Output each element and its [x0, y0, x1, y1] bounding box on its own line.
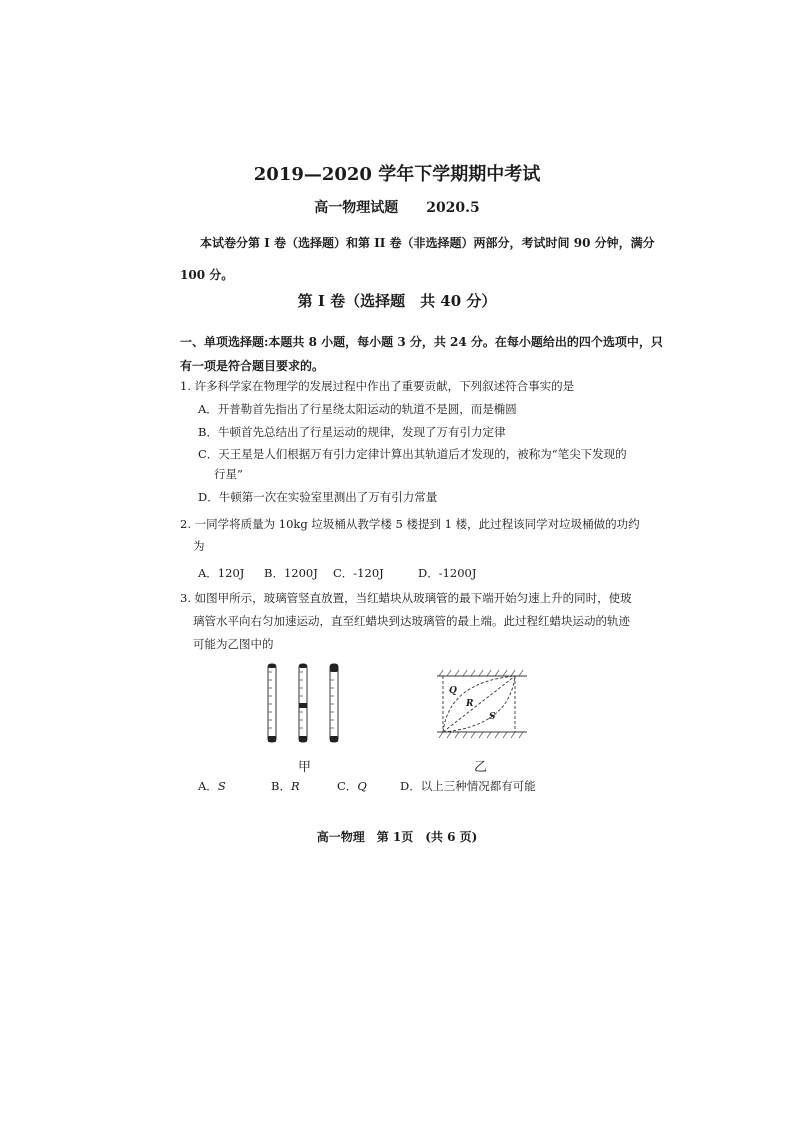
trajectory-q-label: Q: [449, 686, 457, 696]
exam-date: 2020.5: [426, 200, 480, 216]
question-1-option-d: D．牛顿第一次在实验室里测出了万有引力常量: [198, 490, 438, 504]
page-footer: 高一物理 第 1页 (共 6 页): [316, 830, 478, 844]
figure-yi-trajectories: [435, 668, 531, 742]
exam-title: 2019—2020 学年下学期期中考试: [253, 164, 541, 185]
question-2-stem: 2. 一同学将质量为 10kg 垃圾桶从教学楼 5 楼提到 1 楼，此过程该同学对垃圾桶做的功约: [180, 517, 640, 531]
question-1-option-c: C．天王星是人们根据万有引力定律计算出其轨道后才发现的，被称为“笔尖下发现的: [198, 447, 627, 461]
question-1-option-a: A．开普勒首先指出了行星绕太阳运动的轨道不是圆，而是椭圆: [198, 402, 517, 416]
question-3-option-a: A．S: [198, 779, 226, 793]
exam-subtitle: [0, 197, 794, 217]
part1-heading: 第 I 卷（选择题 共 40 分）: [297, 292, 497, 310]
question-2-option-a: A．120J: [198, 566, 245, 580]
trajectory-s-label: S: [489, 712, 496, 722]
trajectory-r-label: R: [466, 699, 474, 709]
question-1-option-b: B．牛顿首先总结出了行星运动的规律，发现了万有引力定律: [198, 425, 506, 439]
question-3-option-d: D．以上三种情况都有可能: [400, 779, 536, 793]
figure-jia-label: 甲: [298, 760, 312, 775]
subject-title: 高一物理试题: [314, 200, 399, 216]
question-2-stem-cont: 为: [193, 539, 205, 553]
question-3-stem: 3. 如图甲所示，玻璃管竖直放置，当红蜡块从玻璃管的最下端开始匀速上升的同时，使玻: [180, 591, 632, 605]
intro-line-2: 100 分。: [180, 268, 234, 282]
question-3-stem-cont-1: 璃管水平向右匀加速运动，直至红蜡块到达玻璃管的最上端。此过程红蜡块运动的轨迹: [193, 614, 630, 628]
question-3-option-c: C．Q: [337, 779, 367, 793]
question-2-option-d: D．-1200J: [418, 566, 477, 580]
section-instruction-line-1: 一、单项选择题:本题共 8 小题，每小题 3 分，共 24 分。在每小题给出的四个选项中，只: [180, 335, 663, 349]
question-3-option-b: B．R: [271, 779, 300, 793]
section-instruction-line-2: 有一项是符合题目要求的。: [180, 359, 325, 373]
question-3-stem-cont-2: 可能为乙图中的: [193, 637, 274, 651]
question-1-option-c-cont: 行星”: [214, 467, 243, 481]
question-2-option-b: B．1200J: [264, 566, 318, 580]
question-1-stem: 1. 许多科学家在物理学的发展过程中作出了重要贡献，下列叙述符合事实的是: [180, 379, 575, 393]
figure-yi-label: 乙: [474, 760, 488, 775]
intro-line-1: 本试卷分第 I 卷（选择题）和第 II 卷（非选择题）两部分，考试时间 90 分钟，满分: [200, 236, 655, 250]
question-2-option-c: C．-120J: [333, 566, 384, 580]
figure-jia-tubes: [262, 660, 346, 748]
